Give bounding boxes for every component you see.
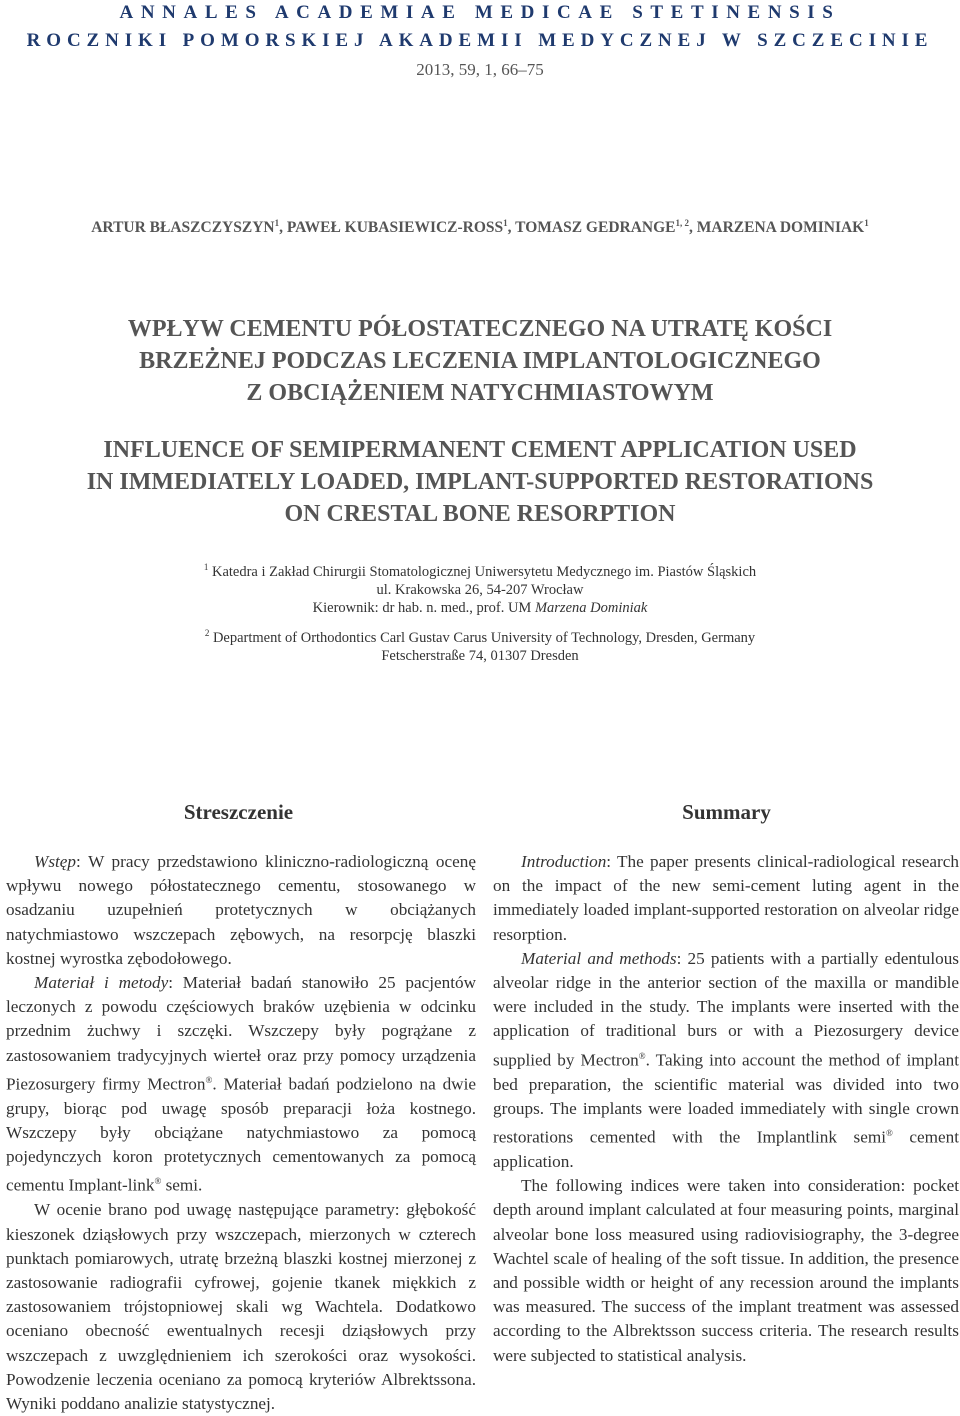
paragraph-text: : The paper presents clinical-radiological research on the impact of the new semi-cement luting agent in the immediately loaded implant-supported restoration on alveolar ridge resorption.: [493, 852, 959, 944]
section-label: Material and methods: [521, 948, 677, 968]
affiliation-line: Department of Orthodontics Carl Gustav Carus University of Technology, Dresden, Germany: [212, 629, 756, 646]
author-name: MARZENA DOMINIAK: [696, 219, 865, 237]
paragraph-text: : 25 patients with a partially edentulous alveolar ridge in the anterior section of the maxilla or mandible were included in the study. The implants were inserted with the application of traditional burs or with a Piezosurgery device supplied by Mectron: [493, 948, 959, 1070]
paragraph-text: . Taking into account the method of implant bed preparation, the scientific material was divided into two groups. The implants were loaded immediately with single crown restorations cemented with the Implantlink semi: [493, 1050, 959, 1147]
registered-mark: ®: [885, 1127, 893, 1138]
title-line: Z OBCIĄŻENIEM NATYCHMIASTOWYM: [246, 380, 714, 406]
registered-mark: ®: [205, 1074, 213, 1085]
paragraph: [493, 850, 959, 947]
paragraph: [6, 850, 476, 971]
registered-mark: ®: [638, 1050, 646, 1061]
author-affiliation-mark: 1: [274, 218, 280, 228]
affiliation-mark: 1: [203, 562, 209, 572]
affiliation-mark: 2: [204, 628, 210, 638]
author-name: PAWEŁ KUBASIEWICZ-ROSS: [286, 219, 504, 237]
journal-name-latin: ANNALES ACADEMIAE MEDICAE STETINENSIS: [119, 2, 841, 23]
title-polish: [0, 313, 960, 409]
paragraph-text: : Materiał badań stanowiło 25 pacjentów leczonych z powodu częściowych braków uzębienia w odcinku przednim żuchwy i szczęki. Wszczepy były pogrążane z zastosowaniem tradycyjnych wierteł oraz przy pomocy urządzenia Piezosurgery firmy Mectron: [6, 973, 476, 1094]
heading-summary: Summary: [682, 800, 771, 824]
paragraph-text: semi.: [161, 1176, 203, 1196]
author-list: ARTUR BŁASZCZYSZYN$^1$, PAWEŁ KUBASIEWICZ-ROSS$^1$, TOMASZ GEDRANGE$^{1, 2}$, MARZENA DOMINIAK$^1$: [91, 218, 869, 237]
affiliation-1: [0, 558, 960, 617]
head-name: Marzena Dominiak: [534, 599, 648, 616]
author-name: ARTUR BŁASZCZYSZYN: [91, 219, 275, 237]
journal-name-polish: ROCZNIKI POMORSKIEJ AKADEMII MEDYCZNEJ W SZCZECINIE: [26, 30, 934, 51]
author-affiliation-mark: 1: [503, 218, 508, 228]
abstract-english: [493, 850, 959, 1368]
title-line: WPŁYW CEMENTU PÓŁOSTATECZNEGO NA UTRATĘ KOŚCI: [127, 316, 833, 342]
title-line: ON CRESTAL BONE RESORPTION: [284, 501, 676, 527]
author-affiliation-mark: 1, 2: [675, 218, 689, 228]
paragraph-text: . Materiał badań podzielono na dwie grupy, biorąc pod uwagę sposób preparacji łoża kostnego. Wszczepy były obciążane natychmiastowo za pomocą pojedynczych koron protetycznych cementowanych za pomocą cementu Implant-link: [6, 1074, 476, 1196]
registered-mark: ®: [154, 1176, 162, 1187]
title-line: BRZEŻNEJ PODCZAS LECZENIA IMPLANTOLOGICZNEGO: [139, 348, 821, 374]
author-affiliation-mark: 1: [864, 218, 869, 228]
affiliation-line: Kierownik: dr hab. n. med., prof. UM: [312, 599, 535, 616]
paragraph: [6, 971, 476, 1198]
title-line: IN IMMEDIATELY LOADED, IMPLANT-SUPPORTED RESTORATIONS: [86, 469, 874, 495]
paragraph-text: cement application.: [493, 1127, 959, 1171]
paragraph: [493, 947, 959, 1174]
title-english: [0, 434, 960, 530]
affiliation-line: Fetscherstraße 74, 01307 Dresden: [381, 647, 579, 664]
title-line: INFLUENCE OF SEMIPERMANENT CEMENT APPLICATION USED: [103, 437, 857, 463]
section-label: Wstęp: [34, 852, 77, 871]
paragraph: W ocenie brano pod uwagę następujące parametry: głębokość kieszonek dziąsłowych przy wszczepach, mierzonych w czterech punktach pomiarowych, utratę brzeżną blaszki kostnej mierzonej z zastosowanie radiografii cyfrowej, gojenie tkanek miękkich z zastosowaniem trójstopniowej skali wg Wachtela. Dodatkowo oceniano obecność ewentualnych recesji dziąsłowych przy wszczepach z uwzględnieniem ich szerokości oraz wysokości. Powodzenie leczenia oceniano za pomocą kryteriów Albrektssona. Wyniki poddano analizie statystycznej.: [6, 1200, 476, 1413]
paragraph: The following indices were taken into consideration: pocket depth around implant calculated at four measuring points, marginal alveolar bone loss measured using radiovisiography, the 3-degree Wachtel scale of healing of the soft tissue. In addition, the presence and possible width or height of any recession around the implants was measured. The success of the implant treatment was assessed according to the Albrektsson success criteria. The research results were subjected to statistical analysis.: [493, 1176, 959, 1365]
affiliation-2: [0, 624, 960, 665]
paragraph-text: : W pracy przedstawiono kliniczno-radiologiczną ocenę wpływu nowego półostatecznego cementu, stosowanego w osadzaniu uzupełnień protetycznych w obciążanych natychmiastowo wszczepach zębowych, na resorpcję blaszki kostnej wyrostka zębodołowego.: [6, 852, 476, 968]
section-label: Materiał i metody: [34, 973, 169, 993]
heading-streszczenie: Streszczenie: [183, 800, 294, 824]
affiliation-line: Katedra i Zakład Chirurgii Stomatologicznej Uniwersytetu Medycznego im. Piastów Śląskich: [211, 563, 757, 580]
author-name: TOMASZ GEDRANGE: [515, 219, 676, 237]
citation: 2013, 59, 1, 66–75: [416, 60, 544, 79]
section-label: Introduction: [521, 852, 607, 871]
abstract-polish: [6, 850, 476, 1416]
affiliation-line: ul. Krakowska 26, 54-207 Wrocław: [376, 581, 584, 598]
